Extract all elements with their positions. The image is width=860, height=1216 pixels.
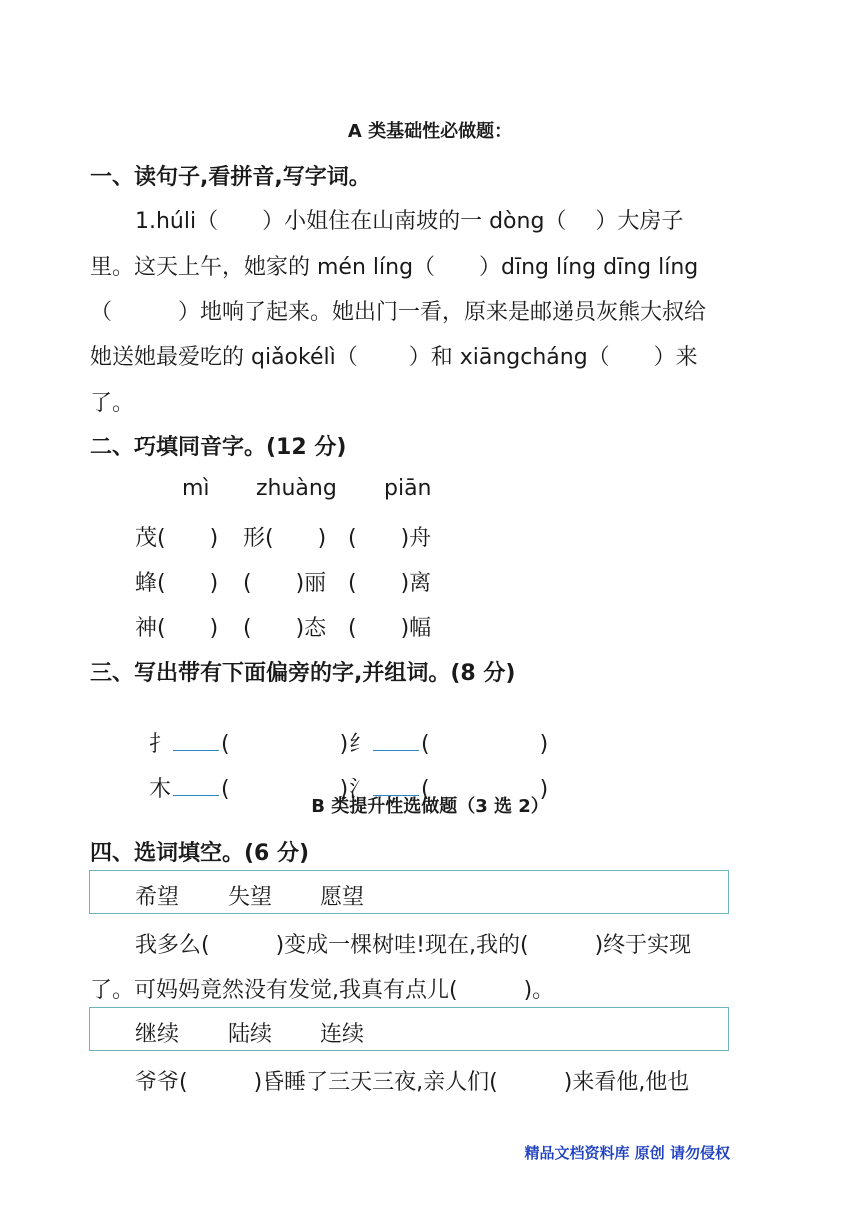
radical: 氵	[349, 777, 372, 802]
pinyin-label: mì	[182, 476, 210, 501]
homophone-cell: ( )离	[348, 571, 432, 596]
word-paren: ( )	[221, 777, 349, 802]
homophone-cell: 蜂( )	[135, 571, 219, 596]
word-choice: 连续	[320, 1022, 365, 1047]
homophone-cell: ( )幅	[348, 616, 432, 641]
homophone-cell: ( )舟	[348, 526, 432, 551]
homophone-cell: 神( )	[135, 616, 219, 641]
homophone-cell: ( )态	[243, 616, 327, 641]
section-1-line: （ ）地响了起来。她出门一看，原来是邮递员灰熊大叔给	[90, 300, 707, 325]
radical: 木	[149, 777, 172, 802]
word-choice-box	[89, 1007, 729, 1051]
word-choice: 继续	[135, 1022, 180, 1047]
homophone-cell: 形( )	[243, 526, 327, 551]
fill-line: 了。可妈妈竟然没有发觉,我真有点儿( )。	[90, 978, 555, 1003]
radical: 纟	[349, 732, 372, 757]
pinyin-label: zhuàng	[256, 476, 337, 501]
word-choice: 希望	[135, 885, 180, 910]
word-paren: ( )	[421, 777, 549, 802]
radical: 扌	[149, 732, 172, 757]
section-2-heading: 二、巧填同音字。(12 分)	[90, 435, 347, 460]
word-paren: ( )	[221, 732, 349, 757]
section-3-heading: 三、写出带有下面偏旁的字,并组词。(8 分)	[90, 661, 516, 686]
section-a-title: A 类基础性必做题：	[347, 121, 513, 142]
fill-line: 爷爷( )昏睡了三天三夜,亲人们( )来看他,他也	[135, 1070, 690, 1095]
pinyin-label: piān	[384, 476, 432, 501]
section-1-line: 1.húli（ ）小姐住在山南坡的一 dòng（ ）大房子	[135, 209, 684, 234]
section-4-heading: 四、选词填空。(6 分)	[90, 841, 310, 866]
homophone-cell: 茂( )	[135, 526, 219, 551]
homophone-cell: ( )丽	[243, 571, 327, 596]
footer-watermark: 精品文档资料库 原创 请勿侵权	[524, 1144, 730, 1162]
word-choice: 愿望	[320, 885, 365, 910]
word-choice: 陆续	[228, 1022, 273, 1047]
word-paren: ( )	[421, 732, 549, 757]
section-b-title: B 类提升性选做题（3 选 2）	[311, 796, 549, 817]
section-1-line: 了。	[90, 391, 135, 416]
word-choice: 失望	[228, 885, 273, 910]
word-choice-box	[89, 870, 729, 914]
section-1-line: 她送她最爱吃的 qiǎokélì（ ）和 xiāngcháng（ ）来	[90, 345, 698, 370]
section-1-heading: 一、读句子,看拼音,写字词。	[90, 165, 371, 190]
fill-line: 我多么( )变成一棵树哇!现在,我的( )终于实现	[135, 933, 692, 958]
section-1-line: 里。这天上午，她家的 mén líng（ ）dīng líng dīng líng	[90, 255, 699, 280]
